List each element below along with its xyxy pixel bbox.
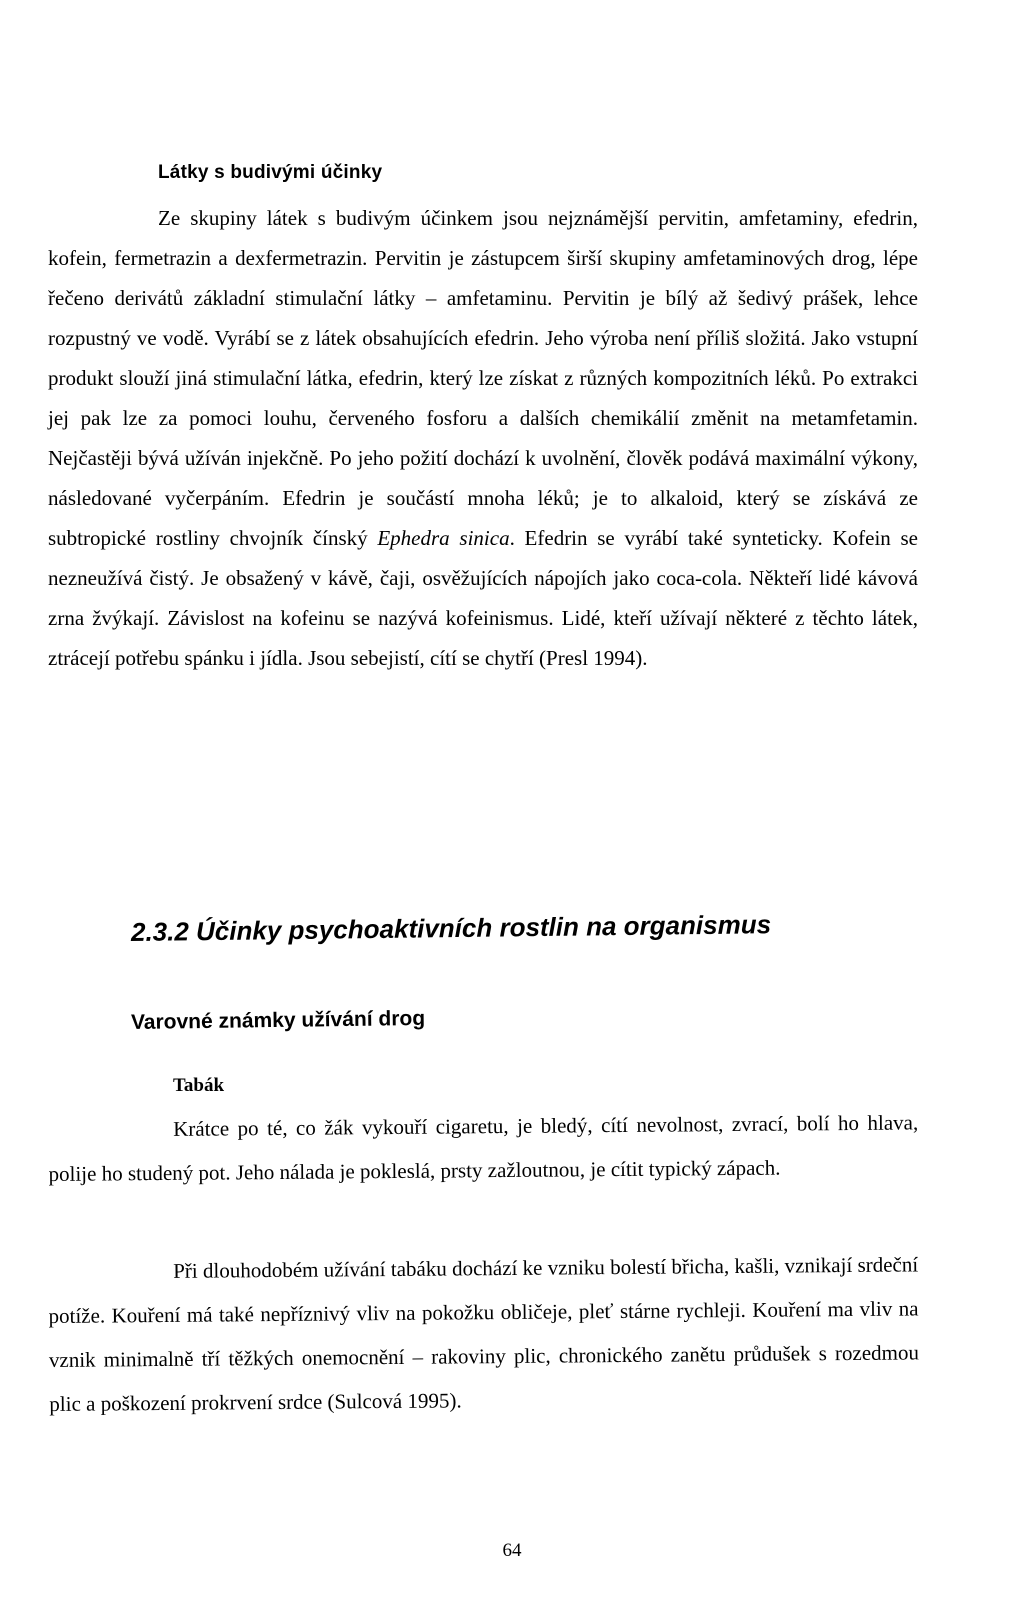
paragraph-stimulants-text-1: Ze skupiny látek s budivým účinkem jsou nejznámější pervitin, amfetaminy, efedrin, kofein, fermetrazin a dexfermetrazin. Pervitin je zástupcem širší skupiny amfetaminových drog, lépe řečeno derivátů základní stimulační látky – amfetaminu. Pervitin je bílý až šedivý prášek, lehce rozpustný ve vodě. Vyrábí se z látek obsahujících efedrin. Jeho výroba není příliš složitá. Jako vstupní produkt slouží jiná stimulační látka, efedrin, který lze získat z různých kompozitních léků. Po extrakci jej pak lze za pomoci louhu, červeného fosforu a dalších chemikálií změnit na metamfetamin. Nejčastěji bývá užíván injekčně. Po jeho požití dochází k uvolnění, člověk podává maximální výkony, následované vyčerpáním. Efedrin je součástí mnoha léků; je to alkaloid, který se získává ze subtropické rostliny chvojník čínský (48, 206, 918, 550)
paragraph-stimulants-text-2: . Efedrin se vyrábí také synteticky. Kofein se nezneužívá čistý. Je obsažený v kávě, čaji, osvěžujících nápojích jako coca-cola. Někteří lidé kávová zrna žvýkají. Závislost na kofeinu se nazývá kofeinismus. Lidé, kteří užívají některé z těchto látek, ztrácejí potřebu spánku i jídla. Jsou sebejistí, cítí se chytří (Presl 1994). (48, 526, 918, 670)
subsection-title: Varovné známky užívání drog (130, 1006, 426, 1034)
paragraph-tabak-2: Při dlouhodobém užívání tabáku dochází ke vzniku bolestí břicha, kašli, vznikají srdeční potíže. Kouření má také nepříznivý vliv na pokožku obličeje, pleť stárne rychleji. Kouření ma vliv na vznik minimalně tří těžkých onemocnění – rakoviny plic, chronického zanětu průdušek s rozedmou plic a poškození prokrvení srdce (Sulcová 1995). (48, 1252, 920, 1416)
latin-term-ephedra: Ephedra sinica (377, 526, 510, 550)
tabak-heading: Tabák (173, 1075, 225, 1096)
section-heading-stimulants: Látky s budivými účinky (158, 162, 383, 183)
paragraph-stimulants (48, 198, 918, 678)
paragraph-tabak-1: Krátce po té, co žák vykouří cigaretu, je bledý, cítí nevolnost, zvrací, bolí ho hlava, polije ho studený pot. Jeho nálada je pokleslá, prsty zažloutnou, je cítit typický zápach. (48, 1110, 919, 1186)
page-number: 64 (502, 1540, 522, 1561)
section-title: 2.3.2 Účinky psychoaktivních rostlin na organismus (130, 909, 772, 947)
